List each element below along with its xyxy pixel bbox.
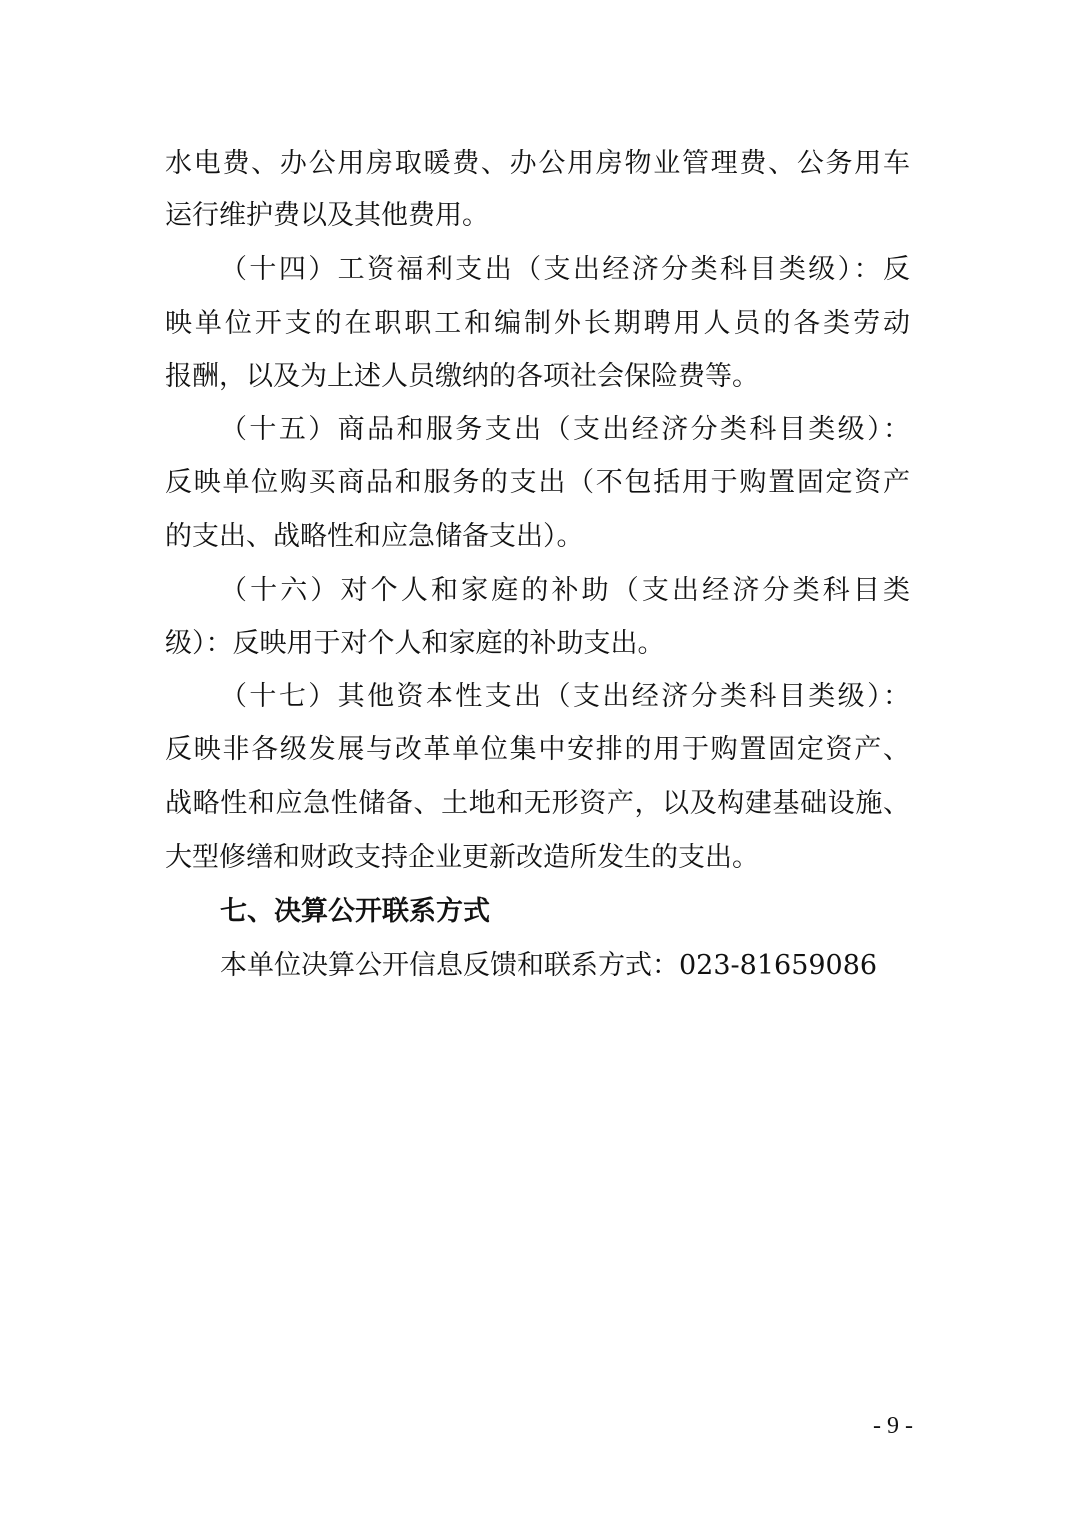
body-line: 战略性和应急性储备、土地和无形资产，以及构建基础设施、: [165, 788, 910, 819]
paragraph-start-line: （十四）工资福利支出（支出经济分类科目类级）：反: [220, 254, 910, 285]
paragraph-start-line: （十五）商品和服务支出（支出经济分类科目类级）：: [220, 414, 910, 445]
paragraph-start-line: （十六）对个人和家庭的补助（支出经济分类科目类: [220, 575, 910, 606]
body-line: 反映非各级发展与改革单位集中安排的用于购置固定资产、: [165, 734, 910, 765]
section-heading: 七、决算公开联系方式: [220, 896, 490, 927]
paragraph-start-line: （十七）其他资本性支出（支出经济分类科目类级）：: [220, 681, 910, 712]
contact-line: 本单位决算公开信息反馈和联系方式：023-81659086: [220, 950, 878, 981]
body-line: 反映单位购买商品和服务的支出（不包括用于购置固定资产: [165, 467, 910, 498]
body-line: 报酬，以及为上述人员缴纳的各项社会保险费等。: [165, 361, 759, 392]
body-line: 的支出、战略性和应急储备支出）。: [165, 521, 584, 552]
body-line: 水电费、办公用房取暖费、办公用房物业管理费、公务用车: [165, 148, 910, 179]
page-number: - 9 -: [873, 1413, 913, 1439]
body-line: 运行维护费以及其他费用。: [165, 200, 489, 231]
body-line: 级）：反映用于对个人和家庭的补助支出。: [165, 628, 665, 659]
body-line: 大型修缮和财政支持企业更新改造所发生的支出。: [165, 842, 759, 873]
body-line: 映单位开支的在职职工和编制外长期聘用人员的各类劳动: [165, 308, 910, 339]
